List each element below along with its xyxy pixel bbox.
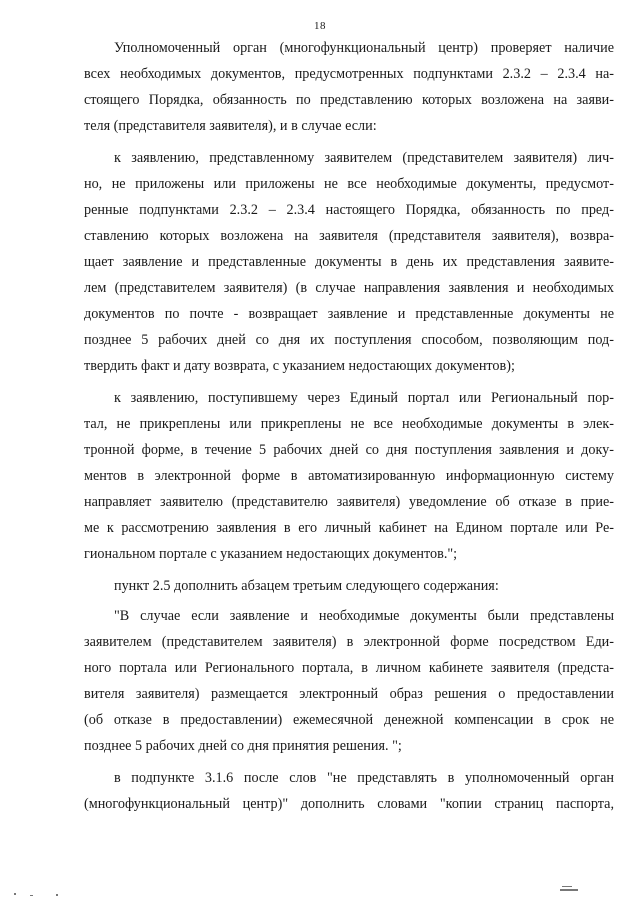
text-line: пункт 2.5 дополнить абзацем третьим следующего содержания:	[114, 578, 499, 594]
text-line: ме к рассмотрению заявления в его личный кабинет на Едином портале или Ре-	[84, 520, 614, 536]
text-line: вителя заявителя) размещается электронный образ решения о предоставлении	[84, 686, 614, 702]
text-line: к заявлению, поступившему через Единый портал или Региональный пор-	[114, 390, 614, 406]
text-line: но, не приложены или приложены не все необходимые документы, предусмот-	[84, 176, 614, 192]
text-line: (об отказе в предоставлении) ежемесячной денежной компенсации в срок не	[84, 712, 614, 728]
text-line: позднее 5 рабочих дней со дня их поступления способом, позволяющим под-	[84, 332, 614, 348]
text-line: к заявлению, представленному заявителем (представителем заявителя) лич-	[114, 150, 614, 166]
text-line: лем (представителем заявителя) (в случае направления заявления и необходимых	[84, 280, 614, 296]
page-number: 18	[314, 20, 326, 32]
text-line: документов по почте - возвращает заявление и представленные документы не	[84, 306, 614, 322]
text-line: твердить факт и дату возврата, с указанием недостающих документов);	[84, 358, 515, 374]
text-line: Уполномоченный орган (многофункциональный центр) проверяет наличие	[114, 40, 614, 56]
text-line: ного портала или Регионального портала, в личном кабинете заявителя (предста-	[84, 660, 614, 676]
text-line: стоящего Порядка, обязанность по представлению которых возложена на заяви-	[84, 92, 614, 108]
text-line: всех необходимых документов, предусмотренных подпунктами 2.3.2 – 2.3.4 на-	[84, 66, 614, 82]
text-line: "В случае если заявление и необходимые документы были представлены	[114, 608, 614, 624]
text-line: (многофункциональный центр)" дополнить словами "копии страниц паспорта,	[84, 796, 614, 812]
text-line: щает заявление и представленные документы в день их представления заявите-	[84, 254, 614, 270]
text-line: гиональном портале с указанием недостающих документов.";	[84, 546, 458, 562]
text-line: тронной форме, в течение 5 рабочих дней со дня поступления заявления и доку-	[84, 442, 614, 458]
text-line: ренные подпунктами 2.3.2 – 2.3.4 настоящего Порядка, обязанность по пред-	[84, 202, 614, 218]
text-line: заявителем (представителем заявителя) в электронной форме посредством Еди-	[84, 634, 614, 650]
text-line: теля (представителя заявителя), и в случае если:	[84, 118, 377, 134]
text-line: позднее 5 рабочих дней со дня принятия решения. ";	[84, 738, 402, 754]
text-line: ставлению которых возложена на заявителя (представителя заявителя), возвра-	[84, 228, 614, 244]
text-line: в подпункте 3.1.6 после слов "не представлять в уполномоченный орган	[114, 770, 614, 786]
text-line: ментов в электронной форме в автоматизированную информационную систему	[84, 468, 614, 484]
text-line: направляет заявителю (представителю заявителя) уведомление об отказе в прие-	[84, 494, 614, 510]
text-line: тал, не прикреплены или прикреплены не все необходимые документы в элек-	[84, 416, 614, 432]
